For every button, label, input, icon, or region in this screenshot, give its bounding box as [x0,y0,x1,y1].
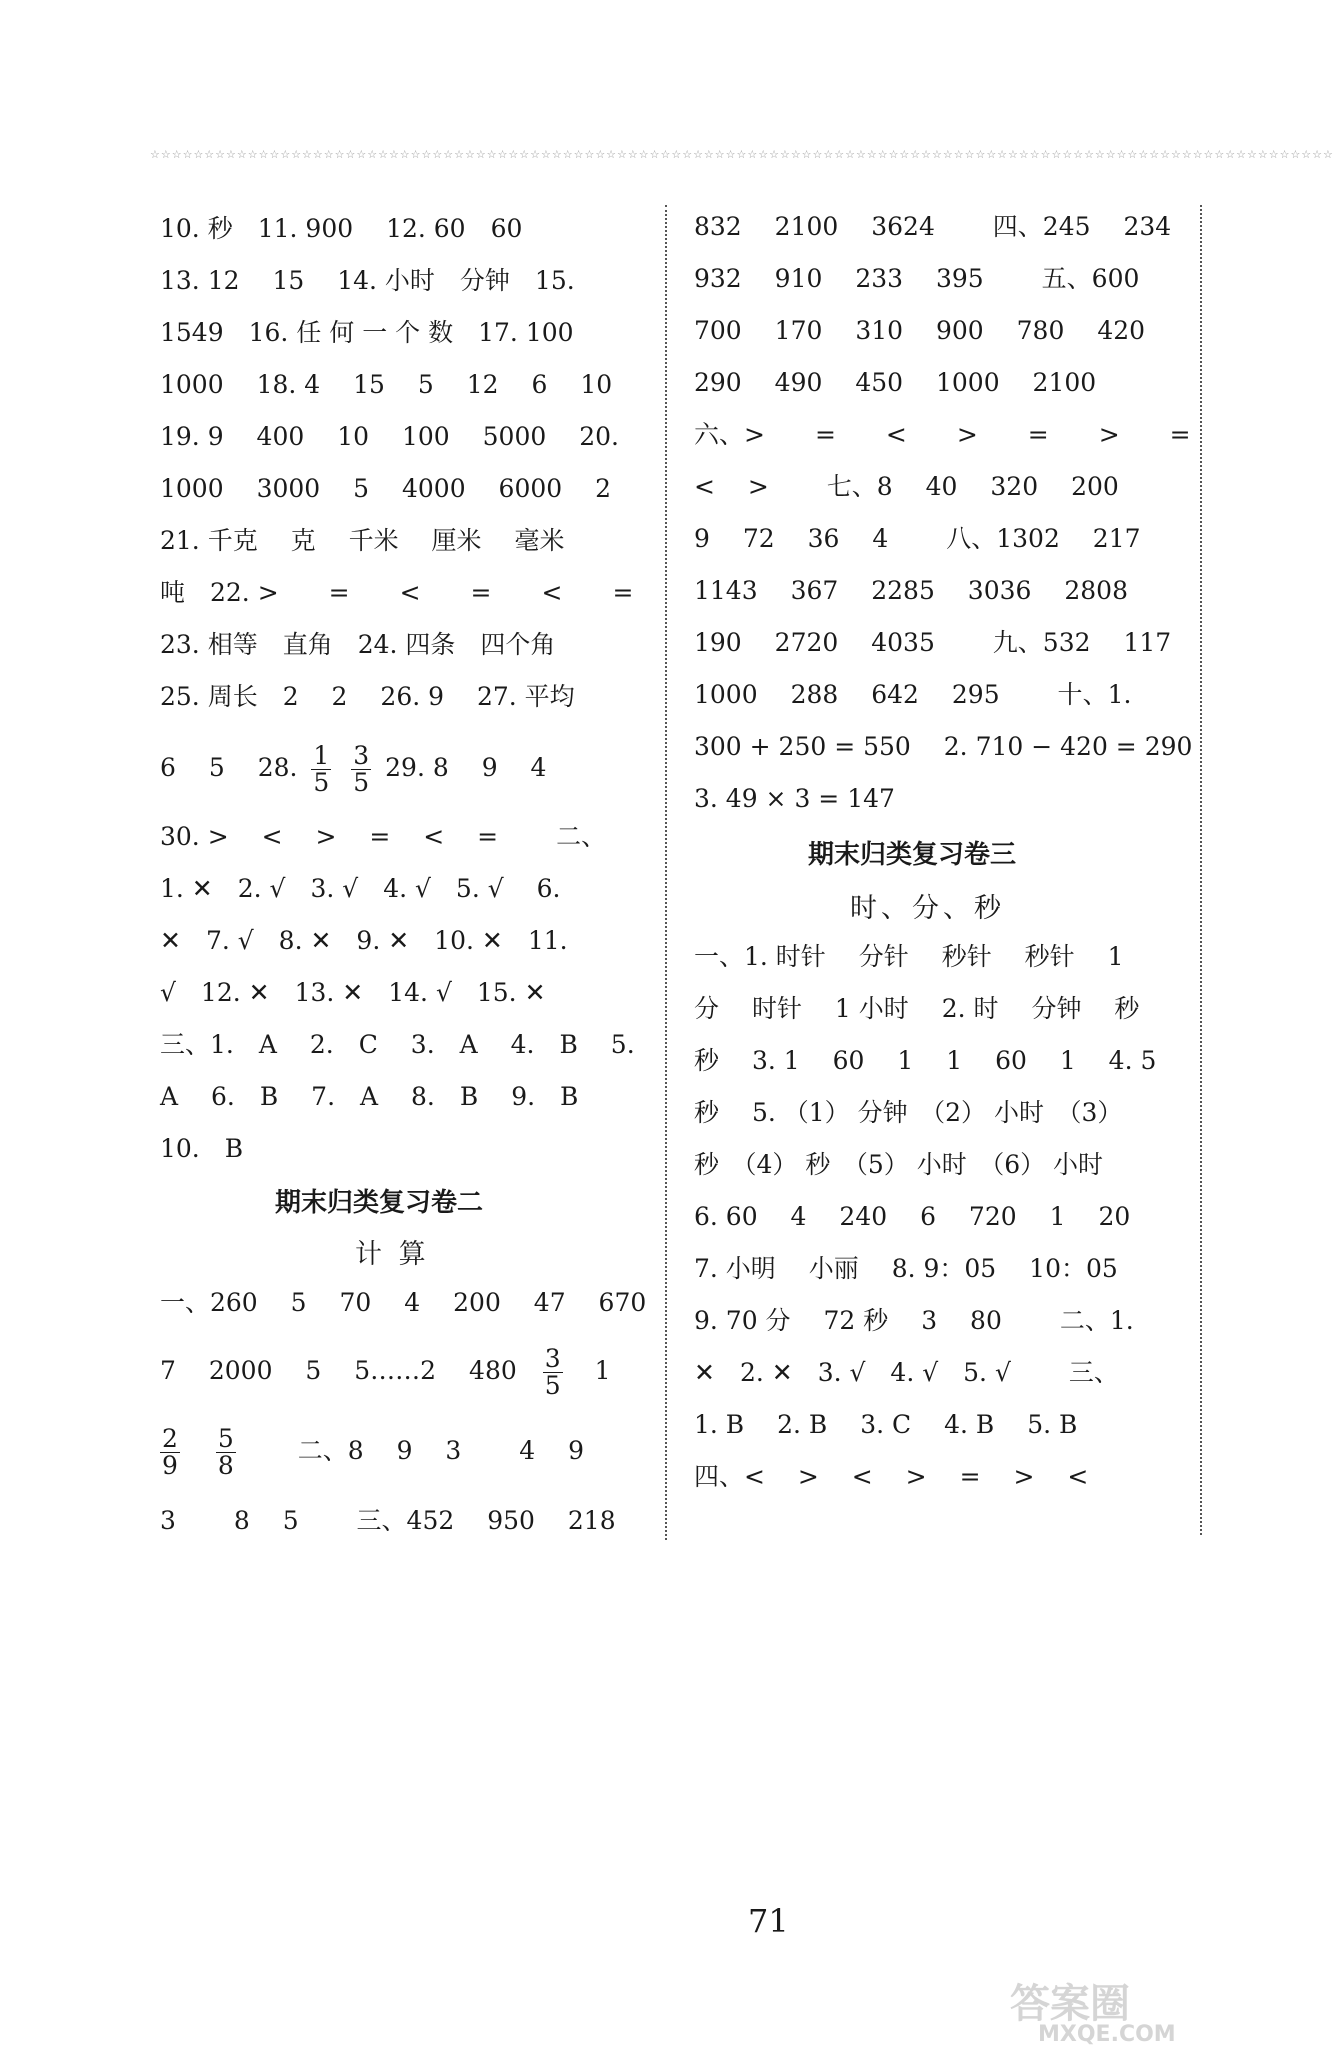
section-subheading: 计 算 [355,1239,430,1270]
answer-line: 1. B 2. B 3. C 4. B 5. B [694,1410,1078,1439]
answer-line: 1143 367 2285 3036 2808 [694,576,1128,605]
answer-line: 1000 3000 5 4000 6000 2 [160,474,612,503]
answer-line: 秒 （4） 秒 （5） 小时 （6） 小时 [694,1150,1104,1179]
answer-line: 秒 3. 1 60 1 1 60 1 4. 5 [694,1046,1157,1075]
answer-line: 3 8 5 三、452 950 218 [160,1506,616,1535]
answer-line: 分 时针 1 小时 2. 时 分钟 秒 [694,994,1140,1023]
answer-line: 21. 千克 克 千米 厘米 毫米 [160,526,565,555]
answer-line-with-fraction [160,1340,610,1402]
answer-line: 三、1. A 2. C 3. A 4. B 5. [160,1030,635,1059]
answer-line: 7. 小明 小丽 8. 9：05 10：05 [694,1254,1118,1283]
answer-line-with-fractions [160,1420,584,1482]
answer-line: 300 + 250 = 550 2. 710 − 420 = 290 [694,732,1193,761]
answer-line: 秒 5. （1） 分钟 （2） 小时 （3） [694,1098,1123,1127]
answer-line: 23. 相等 直角 24. 四条 四个角 [160,630,556,659]
answer-text: 7 2000 5 5……2 480 [160,1356,517,1385]
answer-line: √ 12. ✕ 13. ✕ 14. √ 15. ✕ [160,978,546,1007]
answer-line: 190 2720 4035 九、532 117 [694,628,1172,657]
section-subheading: 时、分、秒 [850,893,1005,924]
answer-line: 6. 60 4 240 6 720 1 20 [694,1202,1131,1231]
answer-line: 1. ✕ 2. √ 3. √ 4. √ 5. √ 6. [160,874,561,903]
answer-line: 19. 9 400 10 100 5000 20. [160,422,619,451]
answer-text: 二、8 9 3 4 9 [297,1436,585,1465]
right-edge-divider [1200,205,1202,1535]
fraction: $\frac{1}{5}$ [313,741,330,797]
page-number: 71 [748,1902,789,1940]
answer-line: 一、1. 时针 分针 秒针 秒针 1 [694,942,1124,971]
answer-line: ✕ 7. √ 8. ✕ 9. ✕ 10. ✕ 11. [160,926,568,955]
answer-line: 1549 16. 任 何 一 个 数 17. 100 [160,318,574,347]
column-divider [665,205,667,1540]
answer-line: 9 72 36 4 八、1302 217 [694,524,1141,553]
answer-line: 25. 周长 2 2 26. 9 27. 平均 [160,682,575,711]
watermark-url: MXQE.COM [1038,2022,1176,2047]
answer-line: ✕ 2. ✕ 3. √ 4. √ 5. √ 三、 [694,1358,1119,1387]
watermark-title: 答案圈 [1010,1981,1130,2027]
answer-text: 6 5 28. [160,753,298,782]
star-border: ☆☆☆☆☆☆☆☆☆☆☆☆☆☆☆☆☆☆☆☆☆☆☆☆☆☆☆☆☆☆☆☆☆☆☆☆☆☆☆☆☆☆☆☆☆☆☆☆☆☆☆☆☆☆☆☆☆☆☆☆☆☆☆☆☆☆☆☆☆☆☆☆☆☆☆☆☆☆☆☆☆☆☆☆☆☆☆☆☆☆☆☆☆☆☆☆☆☆☆☆☆☆☆☆☆☆☆☆☆ [150,148,1334,161]
answer-line: 9. 70 分 72 秒 3 80 二、1. [694,1306,1134,1335]
answer-line: 吨 22. > = < = < = [160,578,634,607]
answer-line: 1000 288 642 295 十、1. [694,680,1132,709]
answer-line: 832 2100 3624 四、245 234 [694,212,1172,241]
answer-line: 1000 18. 4 15 5 12 6 10 [160,370,613,399]
answer-text: 29. 8 9 4 [385,753,547,782]
answer-line: 13. 12 15 14. 小时 分钟 15. [160,266,575,295]
section-heading: 期末归类复习卷三 [808,840,1017,870]
answer-line: 700 170 310 900 780 420 [694,316,1146,345]
watermark-logo [1000,1972,1200,2052]
section-heading: 期末归类复习卷二 [275,1188,484,1218]
answer-line: A 6. B 7. A 8. B 9. B [160,1082,579,1111]
answer-line-with-fractions [160,737,546,799]
fraction: $\frac{2}{9}$ [162,1424,178,1480]
fraction: $\frac{3}{5}$ [544,1344,561,1400]
fraction: $\frac{3}{5}$ [353,741,370,797]
answer-line: 10. B [160,1134,244,1163]
answer-line: 290 490 450 1000 2100 [694,368,1097,397]
answer-line: 30. > < > = < = 二、 [160,822,607,851]
answer-line: 四、< > < > = > < [694,1462,1089,1491]
answer-line: 一、260 5 70 4 200 47 670 [160,1288,647,1317]
answer-line: < > 七、8 40 320 200 [694,472,1119,501]
answer-text: 1 [594,1356,611,1385]
answer-line: 六、> = < > = > = [694,420,1191,449]
answer-line: 932 910 233 395 五、600 [694,264,1140,293]
fraction: $\frac{5}{8}$ [217,1424,234,1480]
answer-line: 3. 49 × 3 = 147 [694,784,895,813]
answer-line: 10. 秒 11. 900 12. 60 60 [160,214,523,243]
